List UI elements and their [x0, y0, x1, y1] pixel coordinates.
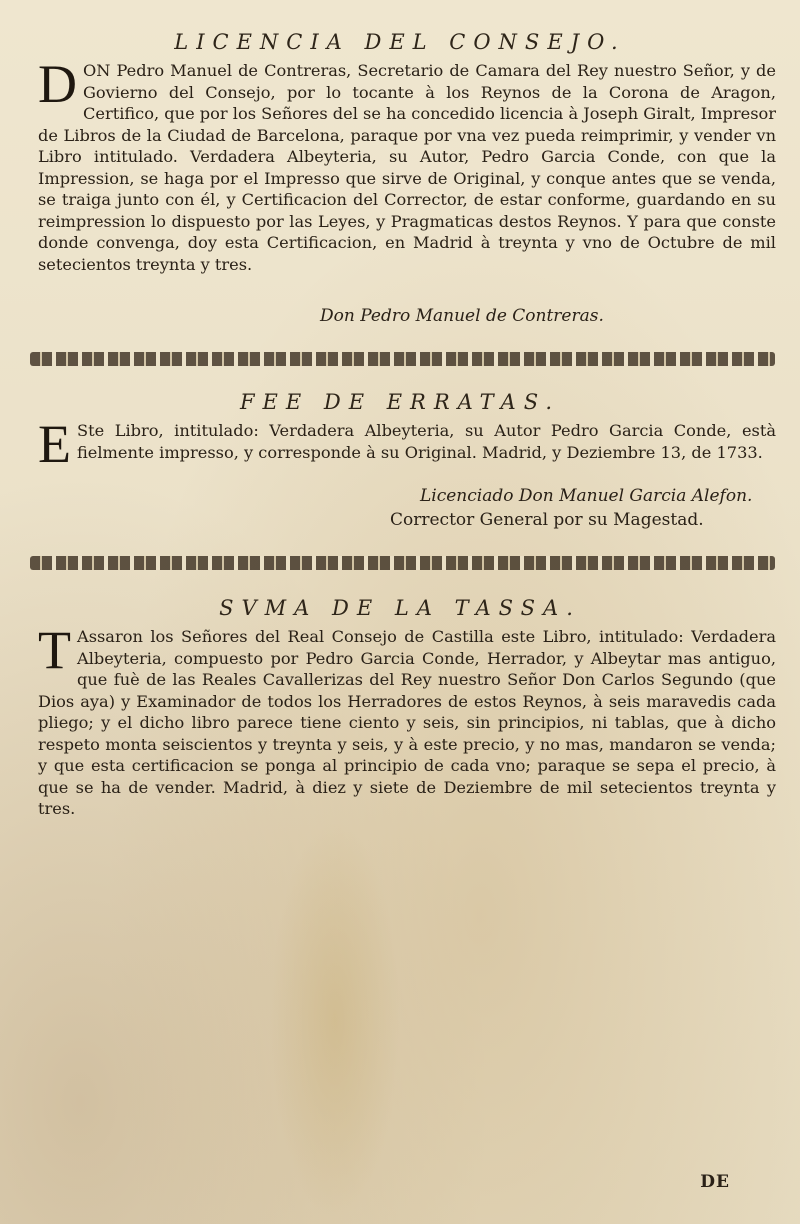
- tassa-text: Assaron los Señores del Real Consejo de Castilla este Libro, intitulado: Verdadera Albeyteria, compuesto por Pedro Garcia Conde, Herrador, y Albeytar mas antiguo, que fuè de las Reales Cavallerizas del Rey nuestro Señor Don Carlos Segundo (que Dios aya) y Examinador de todos los Herradores de estos Reynos, à seis maravedis cada pliego; y el dicho libro parece tiene ciento y seis, sin principios, ni tablas, que à dicho respeto monta seiscientos y treynta y seis, y à este precio, y no mas, mandaron se venda; y que esta certificacion se ponga al principio de cada vno; paraque se sepa el precio, à que se ha de vender. Madrid, à diez y siete de Deziembre de mil setecientos treynta y tres.: [38, 627, 776, 818]
- tassa-heading: SVMA DE LA TASSA.: [219, 596, 581, 620]
- ornament-divider-2: [30, 556, 775, 570]
- licencia-signature: Don Pedro Manuel de Contreras.: [320, 306, 604, 326]
- paper-stain: [270, 820, 400, 1220]
- licencia-text: ON Pedro Manuel de Contreras, Secretario de Camara del Rey nuestro Señor, y de Govierno del Consejo, por lo tocante à los Reynos de la Corona de Aragon, Certifico, que por los Señores del se ha concedido licencia à Joseph Giralt, Impresor de Libros de la Ciudad de Barcelona, paraque por vna vez pueda reimprimir, y vender vn Libro intitulado. Verdadera Albeyteria, su Autor, Pedro Garcia Conde, con que la Impression, se haga por el Impresso que sirve de Original, y conque antes que se venda, se traiga junto con él, y Certificacion del Corrector, de estar conforme, guardando en su reimpression lo dispuesto por las Leyes, y Pragmaticas destos Reynos. Y para que conste donde convenga, doy esta Certificacion, en Madrid à treynta y vno de Octubre de mil setecientos treynta y tres.: [38, 61, 776, 274]
- erratas-text: Ste Libro, intitulado: Verdadera Albeyteria, su Autor Pedro Garcia Conde, està fielmente impresso, y corresponde à su Original. Madrid, y Deziembre 13, de 1733.: [77, 421, 776, 462]
- erratas-paragraph: [38, 414, 776, 474]
- erratas-heading: FEE DE ERRATAS.: [239, 390, 561, 414]
- tassa-dropcap: T: [38, 620, 71, 680]
- erratas-signature: Licenciado Don Manuel Garcia Alefon.: [420, 486, 753, 506]
- erratas-signature-title: Corrector General por su Magestad.: [390, 510, 704, 530]
- licencia-dropcap: D: [38, 54, 77, 114]
- erratas-dropcap: E: [38, 414, 71, 474]
- ornament-divider-1: [30, 352, 775, 366]
- licencia-paragraph: [38, 54, 776, 275]
- catchword: DE: [700, 1172, 730, 1192]
- licencia-heading: LICENCIA DEL CONSEJO.: [174, 30, 626, 54]
- tassa-paragraph: [38, 620, 776, 820]
